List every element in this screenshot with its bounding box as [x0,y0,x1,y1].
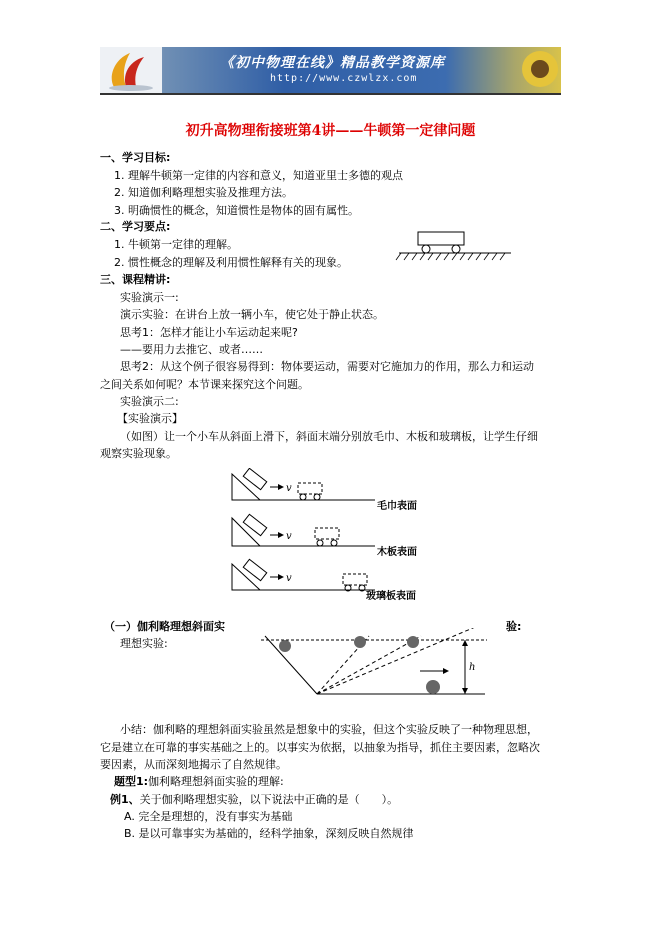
summary-line: 小结：伽利略的理想斜面实验虽然是想象中的实验，但这个实验反映了一种物理思想， [120,723,538,736]
section3-line: 实验演示一: [120,291,179,304]
ideal-experiment-label: 理想实验: [120,637,168,650]
surface-label-towel: 毛巾表面 [377,501,417,512]
ideal-incline-figure [255,628,495,698]
velocity-label: v [286,483,292,494]
topic-label: 题型1: [114,775,149,788]
velocity-label: v [286,531,292,542]
incline-row-towel [232,468,375,500]
incline-row-glass [232,559,375,591]
section3-line: 思考2：从这个例子很容易得到：物体要运动，需要对它施加力的作用，那么力和运动 [120,360,534,373]
section3-line: 观察实验现象。 [100,447,177,460]
example-line [110,792,398,807]
height-label: h [469,662,476,673]
section2-item: 1. 牛顿第一定律的理解。 [114,238,238,251]
section3-heading: 三、课程精讲: [100,273,171,286]
header-banner [100,47,561,93]
section2-heading: 二、学习要点: [100,220,171,233]
topic-line [114,774,284,789]
sunflower-icon [510,47,561,93]
banner-url[interactable]: http://www.czwlzx.com [270,73,418,84]
banner-title: 《初中物理在线》精品教学资源库 [220,55,445,71]
section3-line: 之间关系如何呢？本节课来探究这个问题。 [100,378,309,391]
subsection-heading-left: （一）伽利略理想斜面实 [104,620,225,633]
section1-heading: 一、学习目标: [100,151,171,164]
incline-row-wood [232,514,375,546]
surface-label-wood: 木板表面 [377,547,417,558]
example-option-b: B. 是以可靠事实为基础的，经科学抽象，深刻反映自然规律 [124,827,414,840]
subsection-heading-right: 验: [506,620,522,633]
section3-line: 实验演示二: [120,395,179,408]
section3-line: （如图）让一个小车从斜面上滑下，斜面末端分别放毛巾、木板和玻璃板，让学生仔细 [120,430,538,443]
section3-line: 演示实验：在讲台上放一辆小车，使它处于静止状态。 [120,308,384,321]
header-rule [100,93,561,95]
summary-line: 要因素，从而深刻地揭示了自然规律。 [100,758,287,771]
section1-item: 2. 知道伽利略理想实验及推理方法。 [114,186,293,199]
section2-item: 2. 惯性概念的理解及利用惯性解释有关的现象。 [114,256,348,269]
velocity-label: v [286,573,292,584]
section1-item: 3. 明确惯性的概念，知道惯性是物体的固有属性。 [114,204,359,217]
cart-on-ground-figure [395,228,515,264]
site-logo [100,47,162,93]
example-option-a: A. 完全是理想的，没有事实为基础 [124,810,293,823]
incline-experiment-figure [220,468,490,616]
example-label: 例1、 [110,793,140,806]
section3-line: 【实验演示】 [117,412,183,425]
section3-line: ——要用力去推它、或者…… [120,343,263,356]
surface-label-glass: 玻璃板表面 [366,591,416,602]
topic-text: 伽利略理想斜面实验的理解: [148,775,284,788]
page-title: 初升高物理衔接班第4讲——牛顿第一定律问题 [185,123,476,139]
summary-line: 它是建立在可靠的事实基础之上的。以事实为依据，以抽象为指导，抓住主要因素，忽略次 [100,741,540,754]
section3-line: 思考1：怎样才能让小车运动起来呢? [120,326,298,339]
section1-item: 1. 理解牛顿第一定律的内容和意义，知道亚里士多德的观点 [114,169,403,182]
example-question: 关于伽利略理想实验，以下说法中正确的是（ ）。 [139,793,399,806]
